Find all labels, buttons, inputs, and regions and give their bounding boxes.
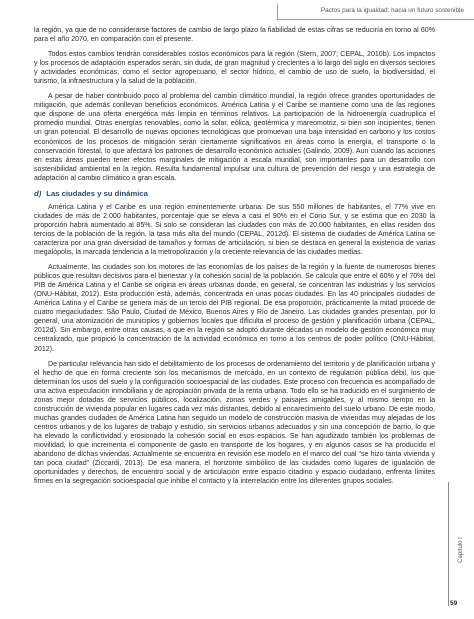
section-letter: d) (34, 188, 42, 198)
chapter-label: Capítulo I (458, 537, 464, 563)
paragraph: América Latina y el Caribe es una región eminentemente urbana. De sus 550 millones de habitantes, el 77% vive en ciudades de más de 2.000 habitantes, porcentaje que se eleva a casi el 90% en el Cono Sur, y se estima que en 2030 la proporción habrá aumentado al 85%. Si solo se consideran las ciudades con más de 20.000 habitantes, en ellas residen dos tercios de la población de la región, la tasa más alta del mundo (CEPAL, 2012d). El sistema de ciudades de América Latina se caracteriza por una gran diversidad de tamaños y formas de articulación, si bien se destaca en general la existencia de varias megalópolis, la marcada tendencia a la metropolización y la creciente relevancia de las ciudades medias. (34, 203, 435, 257)
header-rule-vertical (277, 4, 278, 20)
running-header: Pactos para la igualdad: hacia un futuro sostenible (320, 7, 464, 14)
paragraph: la región, ya que de no considerarse factores de cambio de largo plazo la fiabilidad de estas cifras se reduciría en torno al 60% para el año 2070, en comparación con el presente. (34, 27, 435, 44)
page-number: 59 (450, 600, 458, 607)
main-text (34, 26, 435, 492)
paragraph: Actualmente, las ciudades son los motores de las economías de los países de la región y la fuente de numerosos bienes públicos que resultan decisivos para el bienestar y la cohesión social de la población. Se calcula que entre el 60% y el 70% del PIB de América Latina y el Caribe se origina en áreas urbanas donde, en general, se concentran las industrias y los servicios (ONU-Hábitat, 2012). Esta producción está, además, concentrada en unas pocas ciudades. En las 40 principales ciudades de América Latina y el Caribe se genera más de un tercio del PIB regional. De esa proporción, prácticamente la mitad procede de cuatro megaciudades: São Paulo, Ciudad de México, Buenos Aires y Río de Janeiro. Las ciudades grandes presentan, por lo general, una atomización de municipios y gobiernos locales que dificulta el proceso de gestión y planificación urbana (CEPAL, 2012d). Sin embargo, entre otras causas, a que en la región se adoptó durante décadas un modelo de gestión económica muy centralizado, que propició la concentración de la actividad económica en torno a los centros de poder político (ONU-Hábitat, 2012). (34, 264, 435, 353)
section-heading (34, 189, 435, 198)
paragraph: A pesar de haber contribuido poco al problema del cambio climático mundial, la región ofrece grandes oportunidades de mitigación, que además conllevan beneficios económicos. América Latina y el Caribe se mantiene como una de las regiones que dispone de una oferta energética más limpia en términos relativos. La participación de la hidroenergía cuadruplica el promedio mundial. Otras energías renovables, como la solar, eólica, geotérmica y mareomotriz, si bien son incipientes, tienen un gran potencial. El desarrollo de nuevas opciones tecnológicas que promuevan una baja intensidad en carbono y los costos económicos de los procesos de mitigación serán ciertamente significativos en áreas como la energía, el transporte o la conservación forestal, lo que afectará los patrones de desarrollo económico actuales (Galindo, 2009). Aun cuando las acciones en estas áreas pueden tener efectos marginales de mitigación a escala mundial, son importantes para un desarrollo con sostenibilidad ambiental en la región. Resulta fundamental impulsar una cultura de prevención del riesgo y una estrategia de adaptación al cambio climático a gran escala. (34, 93, 435, 182)
paragraph: Todos estos cambios tendrán considerables costos económicos para la región (Stern, 2007; CEPAL, 2010b). Los impactos y los procesos de adaptación esperados serán, sin duda, de gran magnitud y crecientes a lo largo del siglo en diversos sectores y actividades económicas, como el sector agropecuario, el sector hídrico, el cambio de uso de suelo, la biodiversidad, el turismo, la infraestructura y la salud de la población. (34, 51, 435, 86)
paragraph: De particular relevancia han sido el debilitamiento de los procesos de ordenamiento del territorio y de planificación urbana y el hecho de que en forma creciente son los mecanismos de mercado, en un contexto de regulación pública débil, los que determinan los usos del suelo y la configuración socioespacial de las ciudades. Este proceso con frecuencia es acompañado de una activa especulación inmobiliaria y de apropiación privada de la renta urbana. Todo ello se ha traducido en el surgimiento de zonas mejor dotadas de servicios públicos, localización, zonas verdes y paisajes amigables, y al mismo tiempo en la construcción de vivienda popular en lugares cada vez más distantes, debido al encarecimiento del suelo urbano. De este modo, muchas grandes ciudades de América Latina han seguido un modelo de construcción masiva de viviendas muy alejadas de los centros urbanos y de los lugares de trabajo y estudio, sin servicios urbanos adecuados y sin una concepción de barrio, lo que ha elevado la conflictividad y erosionado la cohesión social en esos espacios. Se han agudizado también los problemas de movilidad, lo que incrementa el componente de gasto en transporte de los hogares, y en algunos casos se ha producido el abandono de dichas viviendas. Actualmente se encuentra en revisión ese modelo en el marco del cual “se hizo tanta vivienda y tan poca ciudad” (Ziccardi, 2013). De esa manera, el horizonte simbólico de las ciudades como lugares de igualación de oportunidades y derechos, de encuentro social y de articulación entre espacio citadino y espacio ciudadano, enfrenta límites firmes en la segregación socioespacial que inhibe el contacto y la interrelación entre los diferentes grupos sociales. (34, 360, 435, 486)
chapter-tab (449, 537, 473, 563)
section-title: Las ciudades y su dinámica (46, 188, 148, 198)
header-rule-horizontal (277, 19, 474, 20)
